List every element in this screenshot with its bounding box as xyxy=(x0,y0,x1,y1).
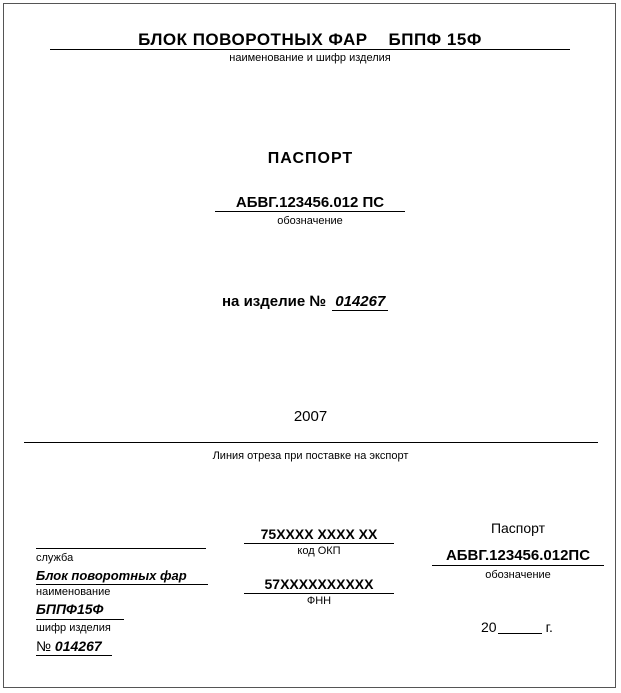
year-blank-field xyxy=(498,633,542,634)
export-year-line xyxy=(481,619,553,635)
export-passport-designation: АБВГ.123456.012ПС xyxy=(445,547,591,564)
product-code-underline xyxy=(36,619,124,620)
service-underline xyxy=(36,548,206,549)
okp-code: 75XXXX XXXX XX xyxy=(260,526,378,542)
export-item-number-underline xyxy=(36,655,112,656)
item-prefix: на изделие № xyxy=(222,293,327,310)
export-designation-caption: обозначение xyxy=(485,569,551,581)
product-title-underline xyxy=(50,49,570,50)
product-title: БЛОК ПОВОРОТНЫХ ФАР БППФ 15Ф xyxy=(138,30,482,49)
export-product-code: БППФ15Ф xyxy=(36,601,104,617)
product-caption: наименование и шифр изделия xyxy=(229,52,391,64)
export-item-number-line xyxy=(36,638,102,654)
name-caption: наименование xyxy=(36,586,111,598)
export-year-prefix: 20 xyxy=(481,619,497,635)
fnn-underline xyxy=(244,593,394,594)
export-designation-underline xyxy=(432,565,604,566)
item-number-line xyxy=(222,293,388,311)
export-item-number: 014267 xyxy=(54,638,102,654)
export-product-name: Блок поворотных фар xyxy=(36,568,187,583)
fnn-caption: ФНН xyxy=(306,595,332,607)
passport-year: 2007 xyxy=(293,408,328,425)
code-caption: шифр изделия xyxy=(36,622,111,634)
export-year-suffix: г. xyxy=(545,619,553,635)
cut-line-caption: Линия отреза при поставке на экспорт xyxy=(212,450,409,462)
designation-caption: обозначение xyxy=(277,215,343,227)
export-item-prefix: № xyxy=(36,638,52,654)
service-caption: служба xyxy=(36,552,74,564)
okp-caption: код ОКП xyxy=(297,545,341,557)
product-name-underline xyxy=(36,584,208,585)
passport-title: ПАСПОРТ xyxy=(267,150,354,167)
okp-underline xyxy=(244,543,394,544)
cut-line xyxy=(24,442,598,443)
item-number: 014267 xyxy=(332,293,388,311)
designation-underline xyxy=(215,211,405,212)
export-passport-label: Паспорт xyxy=(490,520,546,536)
passport-designation: АБВГ.123456.012 ПС xyxy=(235,194,385,211)
fnn-code: 57XXXXXXXXXX xyxy=(264,576,374,592)
